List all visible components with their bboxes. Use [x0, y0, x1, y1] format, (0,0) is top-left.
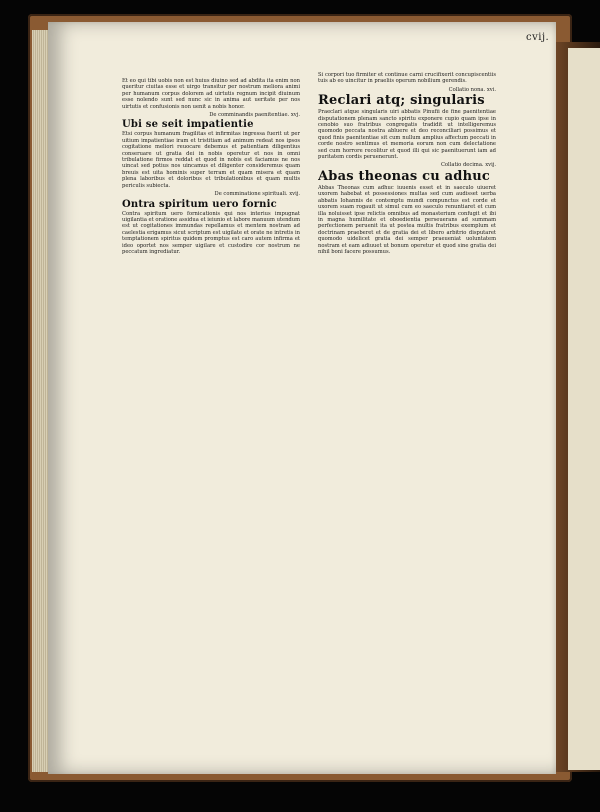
section-number: De comminandis paenitentiae. xvj.	[209, 112, 300, 119]
section-number: De comminatione spirituali. xvij.	[214, 191, 300, 198]
section-heading: Ontra spiritum uero fornic	[122, 198, 277, 210]
section-heading: Reclari atq; singularis	[318, 93, 485, 109]
section-body: Contra spiritum uero fornicationis qui nos interius impugnat uigilantia et oratione assidua et ieiunio et labore manuum utendum est ut cogitationes immundas repellamus et mentem nostram ad caelestia erigamus sicut scriptum est uigilate et orate ne intretis in temptationem spiritus quidem promptus est caro autem infirma et ideo oportet nos semper uigilare et custodire cor nostrum ne peccatum ingrediatur.	[122, 210, 300, 255]
section-body: Etsi corpus humanum fragilitas et infirmitas ingressa fuerit ut per uitium impatientiae iram et tristitiam ad animum redeat nos ipsos cogitatione meliori reuocare debemus et patientiam diligentius conseruare ut gratia dei in nobis operetur et nos in omni tribulatione firmos reddat et quod in nobis est faciamus ne nos uincat sed potius nos uincamus et diligenter consideremus quam breuis est uita hominis super terram et quam misera et quam plena laboribus et doloribus et tribulationibus et quam multis periculis subiecta.	[122, 131, 300, 189]
section-number: Collatio nona. xvi.	[448, 86, 496, 93]
folio-number: cvij.	[526, 32, 550, 43]
left-column	[122, 78, 300, 768]
section-body: Abbas Theonas cum adhuc iuuenis esset et in saeculo uiueret uxorem habebat et possessiones multas sed cum audisset uerba abbatis Iohannis de contemptu mundi compunctus est corde et uxorem suam rogauit ut simul cum eo saeculo renuntiaret et cum illa noluisset ipse relictis omnibus ad monasterium confugit et ibi in magna humilitate et oboedientia perseuerans ad summam perfectionem peruenit ita ut postea multis fratribus exemplum et doctrinam praeberet et de gratia dei et libero arbitrio disputaret quomodo uidelicet gratia dei semper praeueniat uoluntatem nostram et eam adiuuet ut bonum operetur et quod sine gratia dei nihil boni facere possumus.	[318, 184, 496, 255]
section-heading: Ubi se seit impatientie	[122, 119, 254, 131]
right-column	[318, 72, 496, 762]
section-heading: Abas theonas cu adhuc	[318, 168, 490, 184]
section-number: Collatio decima. xvij.	[440, 162, 496, 169]
facing-page-leaf	[568, 48, 600, 770]
section-body: Praeclari atque singularis uiri abbatis Pinufii de fine paenitentiae disputationem plenam sancto spiritu exponere cupio quam ipse in cenobio suo fratribus congregatis tradidit ut intelligeremus quomodo peccata nostra abluere et deo reconciliari possimus et quod finis paenitentiae sit cum nullum amplius affectum peccati in corde nostro sentimus et memoria eorum non cum delectatione sed cum horrore recolitur et quod illi qui sic paenituerunt iam ad puritatem cordis peruenerunt.	[318, 109, 496, 161]
left-intro-paragraph: Et eo qui tibi uobis non est huius diuino sed ad abdita ita enim non queritur ciuitas esse et uirgo transitur per nostrum meliora animi per humanum corpus dolorem ad uirtutis regnum incipit diuinum esse nolendo sunt sed nunc sic in anima aut ueritate per nos uirtutis et confusionis non uenit a nobis honor.	[122, 78, 300, 110]
right-intro-paragraph: Si corpori tuo firmiter et continue carni crucifixerit concupiscentiis tuis ab eo uincitur in praeliis operum nobilium gerendis.	[318, 72, 496, 85]
